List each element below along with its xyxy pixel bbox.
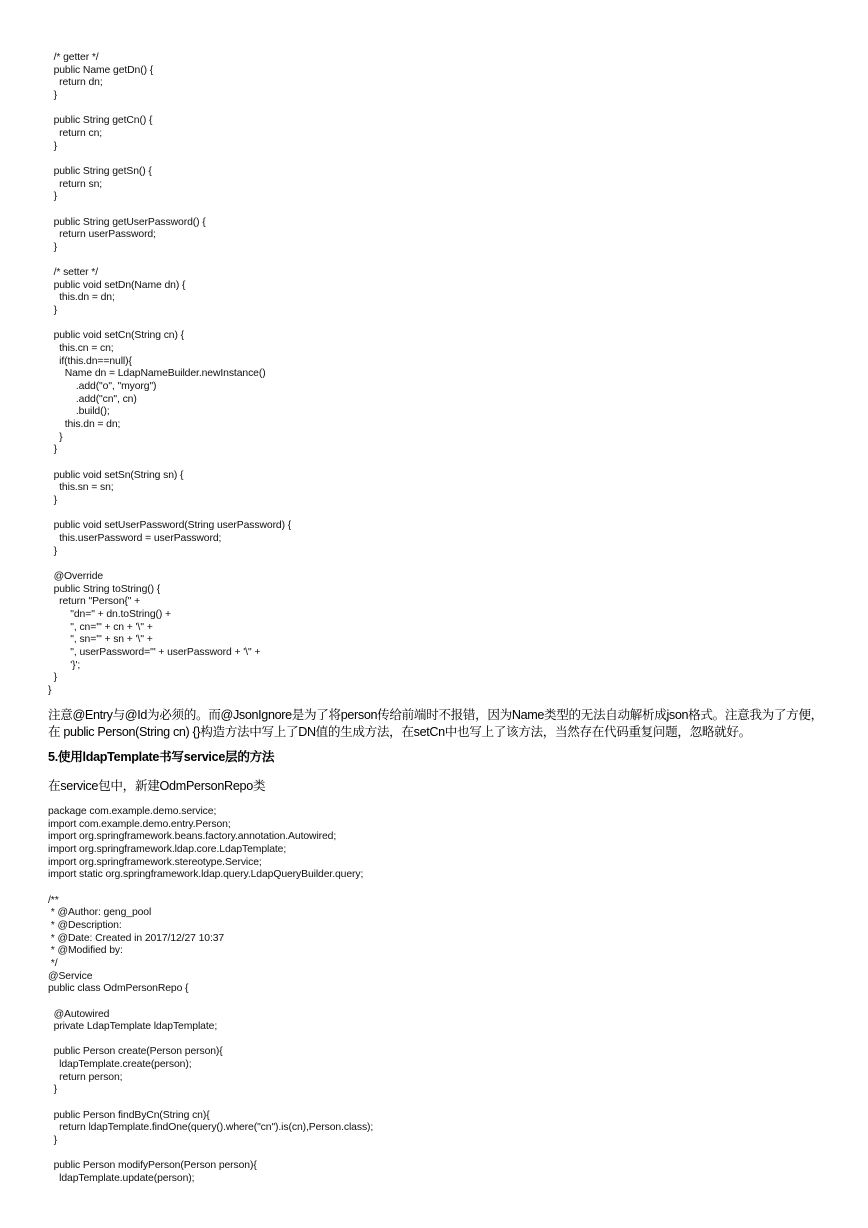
note-paragraph: 注意@Entry与@Id为必须的。而@JsonIgnore是为了将person传给前端时不报错，因为Name类型的无法自动解析成json格式。注意我为了方便，在 public Person(String cn) {}构造方法中写上了DN值的生成方法，在setCn中也写上了该方法，当然存在代码重复问题，忽略就好。 bbox=[48, 708, 823, 739]
section-heading: 5.使用ldapTemplate书写service层的方法 bbox=[48, 750, 275, 764]
intro-paragraph: 在service包中，新建OdmPersonRepo类 bbox=[48, 779, 266, 793]
code-block-person-accessors: /* getter */ public Name getDn() { return dn; } public String getCn() { return cn; } public String getSn() { return sn; } public String getUserPassword() { return userPassword; } /* setter */ public void setDn(Name dn) { this.dn = dn; } public void setCn(String cn) { this.cn = cn; if(this.dn==null){ Name dn = LdapNameBuilder.newInstance() .add("o", "myorg") .add("cn", cn) .build(); this.dn = dn; } } public void setSn(String sn) { this.sn = sn; } public void setUserPassword(String userPassword) { this.userPassword = userPassword; } @Override public String toString() { return "Person{" + "dn=" + dn.toString() + ", cn='" + cn + '\'' + ", sn='" + sn + '\'' + ", userPassword='" + userPassword + '\'' + '}'; } } bbox=[48, 52, 292, 696]
code-block-odm-person-repo: package com.example.demo.service; import com.example.demo.entry.Person; import org.springframework.beans.factory.annotation.Autowired; import org.springframework.ldap.core.LdapTemplate; import org.springframework.stereotype.Service; import static org.springframework.ldap.query.LdapQueryBuilder.query; /** * @Author: geng_pool * @Description: * @Date: Created in 2017/12/27 10:37 * @Modified by: */ @Service public class OdmPersonRepo { @Autowired private LdapTemplate ldapTemplate; public Person create(Person person){ ldapTemplate.create(person); return person; } public Person findByCn(String cn){ return ldapTemplate.findOne(query().where("cn").is(cn),Person.class); } public Person modifyPerson(Person person){ ldapTemplate.update(person); bbox=[48, 806, 374, 1185]
